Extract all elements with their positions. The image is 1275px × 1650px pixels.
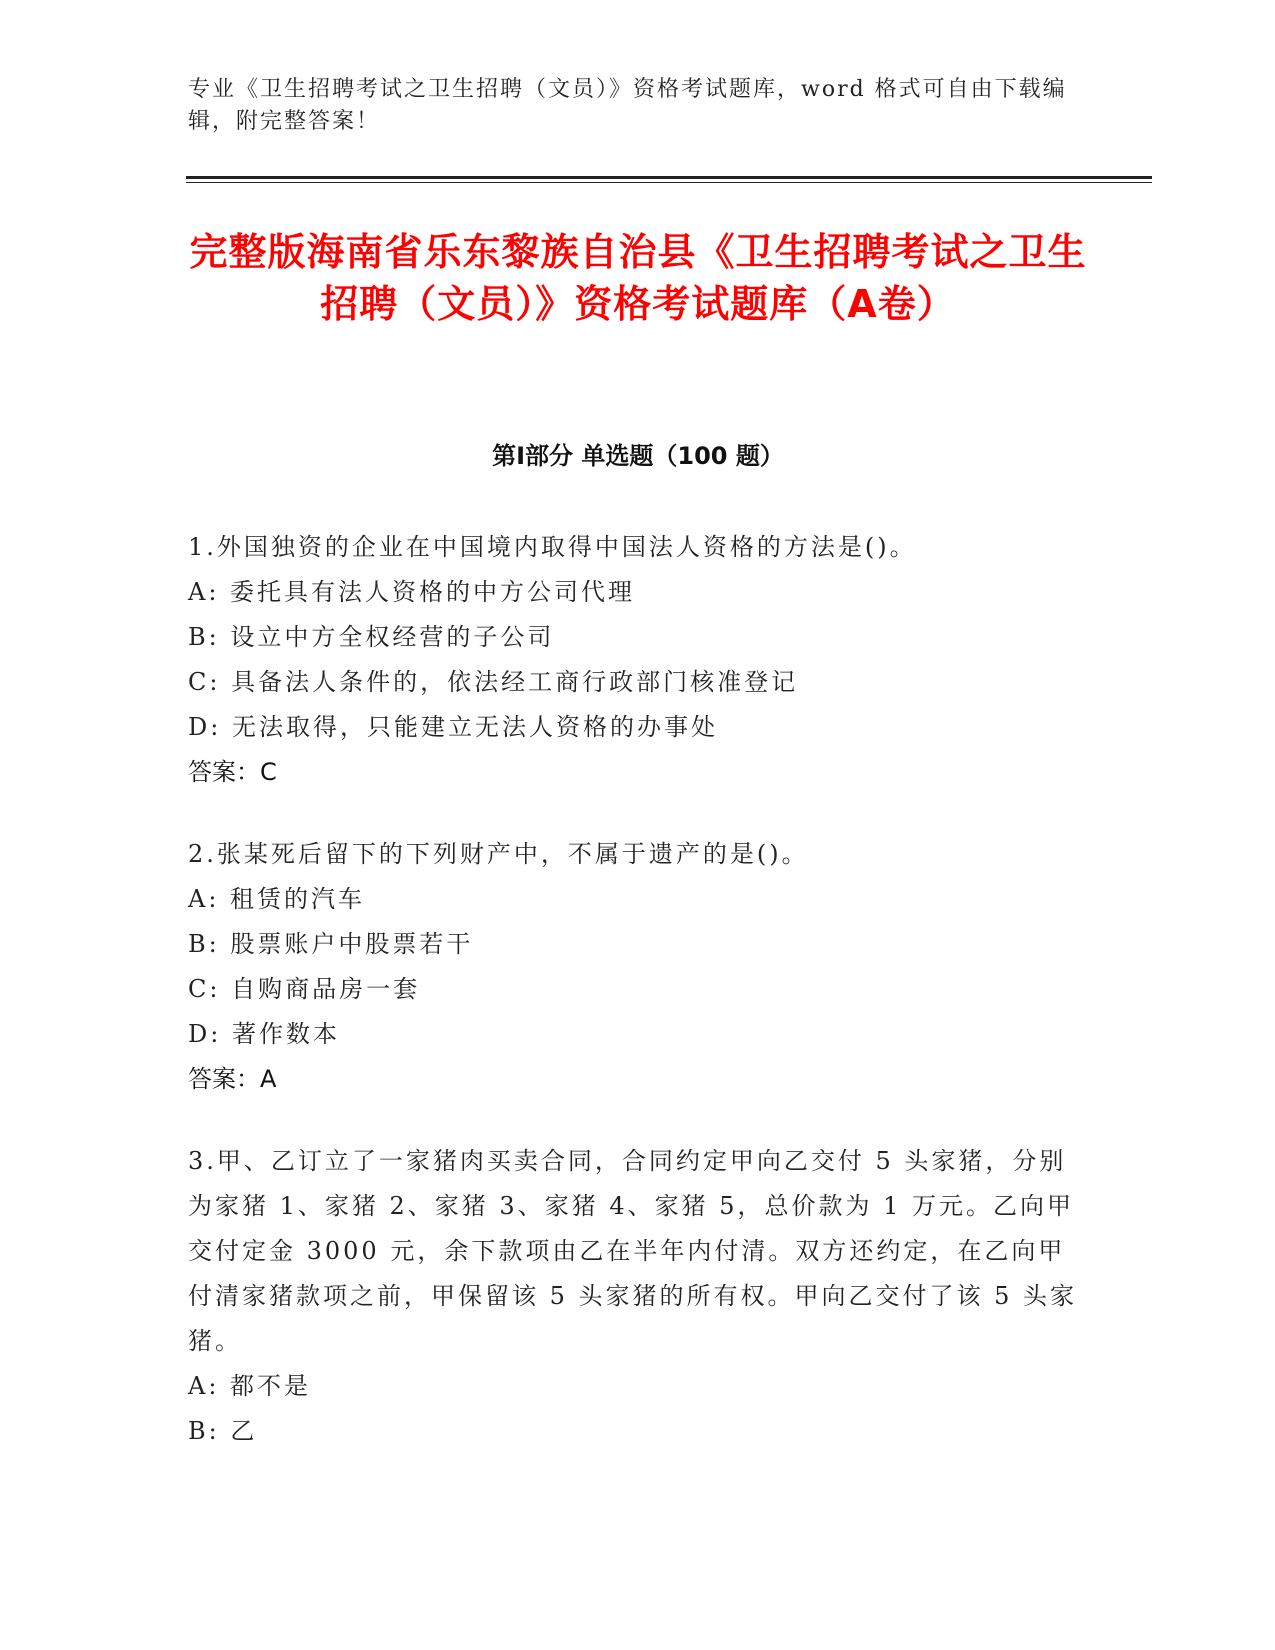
question-1 [188,525,1078,795]
option-a: A: 都不是 [188,1372,312,1400]
question-stem: 2.张某死后留下的下列财产中，不属于遗产的是()。 [188,840,809,868]
option-b: B: 乙 [188,1417,258,1445]
option-b: B: 股票账户中股票若干 [188,930,474,958]
header-divider-thin [186,182,1152,183]
header-note: 专业《卫生招聘考试之卫生招聘（文员）》资格考试题库，word 格式可自由下载编辑，附完整答案！ [188,77,1067,134]
option-a: A: 租赁的汽车 [188,885,366,913]
header-divider-thick [186,176,1152,179]
question-2 [188,832,1078,1102]
question-stem: 3.甲、乙订立了一家猪肉买卖合同，合同约定甲向乙交付 5 头家猪，分别为家猪 1、家猪 2、家猪 3、家猪 4、家猪 5，总价款为 1 万元。乙向甲交付定金 3000 元，余下款项由乙在半年内付清。双方还约定，在乙向甲付清家猪款项之前，甲保留该 5 头家猪的所有权。甲向乙交付了该 5 头家猪。 [188,1147,1078,1355]
document-title: 完整版海南省乐东黎族自治县《卫生招聘考试之卫生招聘（文员）》资格考试题库（A卷） [189,230,1087,326]
option-d: D: 无法取得，只能建立无法人资格的办事处 [188,713,718,741]
question-list [188,525,1078,1491]
question-3 [188,1139,1078,1454]
answer-line: 答案：C [188,758,277,786]
option-c: C: 具备法人条件的，依法经工商行政部门核准登记 [188,668,799,696]
option-c: C: 自购商品房一套 [188,975,421,1003]
option-a: A: 委托具有法人资格的中方公司代理 [188,578,636,606]
question-stem: 1.外国独资的企业在中国境内取得中国法人资格的方法是()。 [188,533,917,561]
answer-line: 答案：A [188,1065,277,1093]
option-b: B: 设立中方全权经营的子公司 [188,623,555,651]
section-title: 第Ⅰ部分 单选题（100 题） [492,442,784,470]
option-d: D: 著作数本 [188,1020,340,1048]
